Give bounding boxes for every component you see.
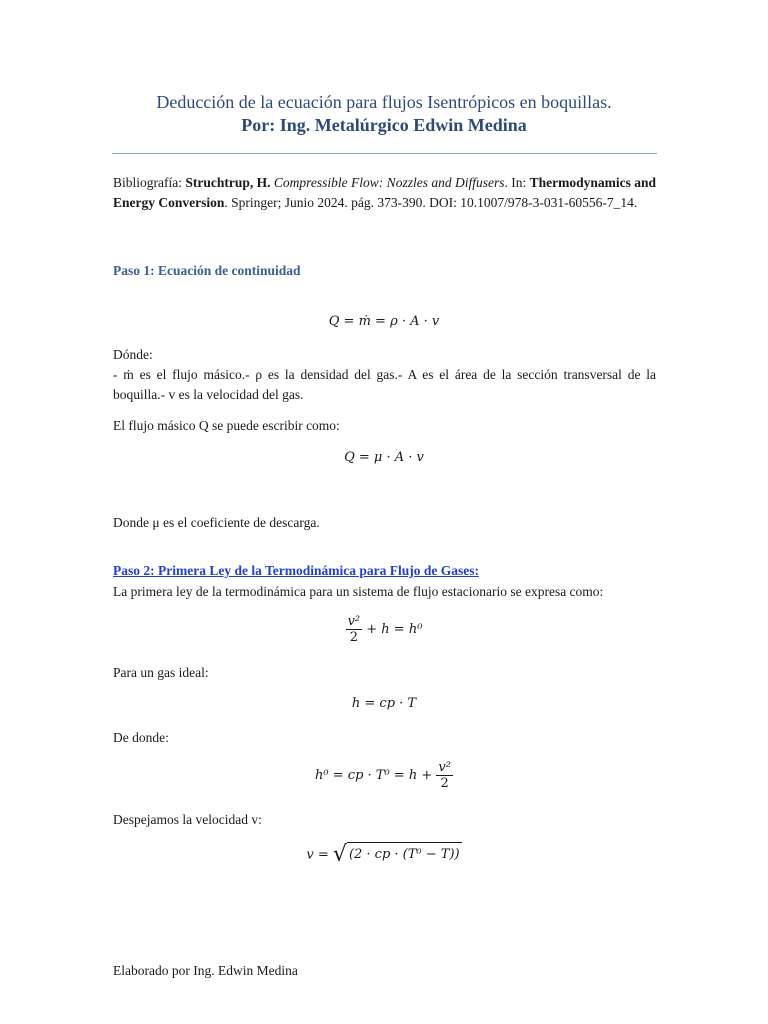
bibliography [113,173,656,213]
bibliography-label: Bibliografía: [113,175,186,190]
fraction-numerator: v² [438,760,451,775]
radicand: (2 · cp · (T⁰ − T)) [347,842,462,868]
step1-heading: Paso 1: Ecuación de continuidad [113,263,301,278]
equation-discharge: Q = μ · A · v [344,450,424,465]
bibliography-chapter: Compressible Flow: Nozzles and Diffusers [273,175,505,190]
variable-description: - ṁ es el flujo másico.- ρ es la densidad del gas.- A es el área de la sección transversal de la boquilla.- v es la velocidad del gas. [113,367,656,402]
document-author: Por: Ing. Metalúrgico Edwin Medina [241,115,527,135]
equation-energy [0,614,768,645]
equation-continuity: Q = ṁ = ρ · A · v [328,314,440,329]
equation-stagnation [0,760,768,791]
fraction-v2-over-2 [346,614,363,645]
equation-enthalpy: h = cp · T [351,696,417,711]
bibliography-in: . In: [504,175,530,190]
equation-velocity-lhs: v = [306,847,329,863]
step2-heading-link[interactable]: Paso 2: Primera Ley de la Termodinámica para Flujo de Gases: [113,563,479,578]
square-root [333,842,462,868]
fraction-v2-over-2-second [436,760,453,791]
where-label: Dónde: [113,347,153,362]
title-divider [112,153,657,154]
bibliography-details: . Springer; Junio 2024. pág. 373-390. DOI: 10.1007/978-3-031-60556-7_14. [224,195,638,210]
fraction-denominator: 2 [440,776,449,791]
equation-velocity [0,842,768,868]
bibliography-author: Struchtrup, H. [185,175,271,190]
solve-velocity-text: Despejamos la velocidad v: [113,812,262,827]
equation-stagnation-lhs: h⁰ = cp · T⁰ = h + [315,768,433,783]
radical-sign-icon: √ [332,842,347,867]
mass-flow-text: El flujo másico Q se puede escribir como: [113,418,340,433]
from-where-text: De donde: [113,730,169,745]
first-law-intro: La primera ley de la termodinámica para un sistema de flujo estacionario se expresa como: [113,584,604,599]
bibliography-book: Thermodynamics and Energy Conversion [113,175,657,210]
fraction-numerator: v² [347,614,361,629]
fraction-denominator: 2 [349,630,358,645]
discharge-coefficient-text: Donde μ es el coeficiente de descarga. [113,515,320,530]
ideal-gas-text: Para un gas ideal: [113,665,209,680]
document-title: Deducción de la ecuación para flujos Isentrópicos en boquillas. [156,92,612,112]
footer-credit: Elaborado por Ing. Edwin Medina [113,963,298,978]
equation-energy-rest: + h = h⁰ [366,622,423,637]
